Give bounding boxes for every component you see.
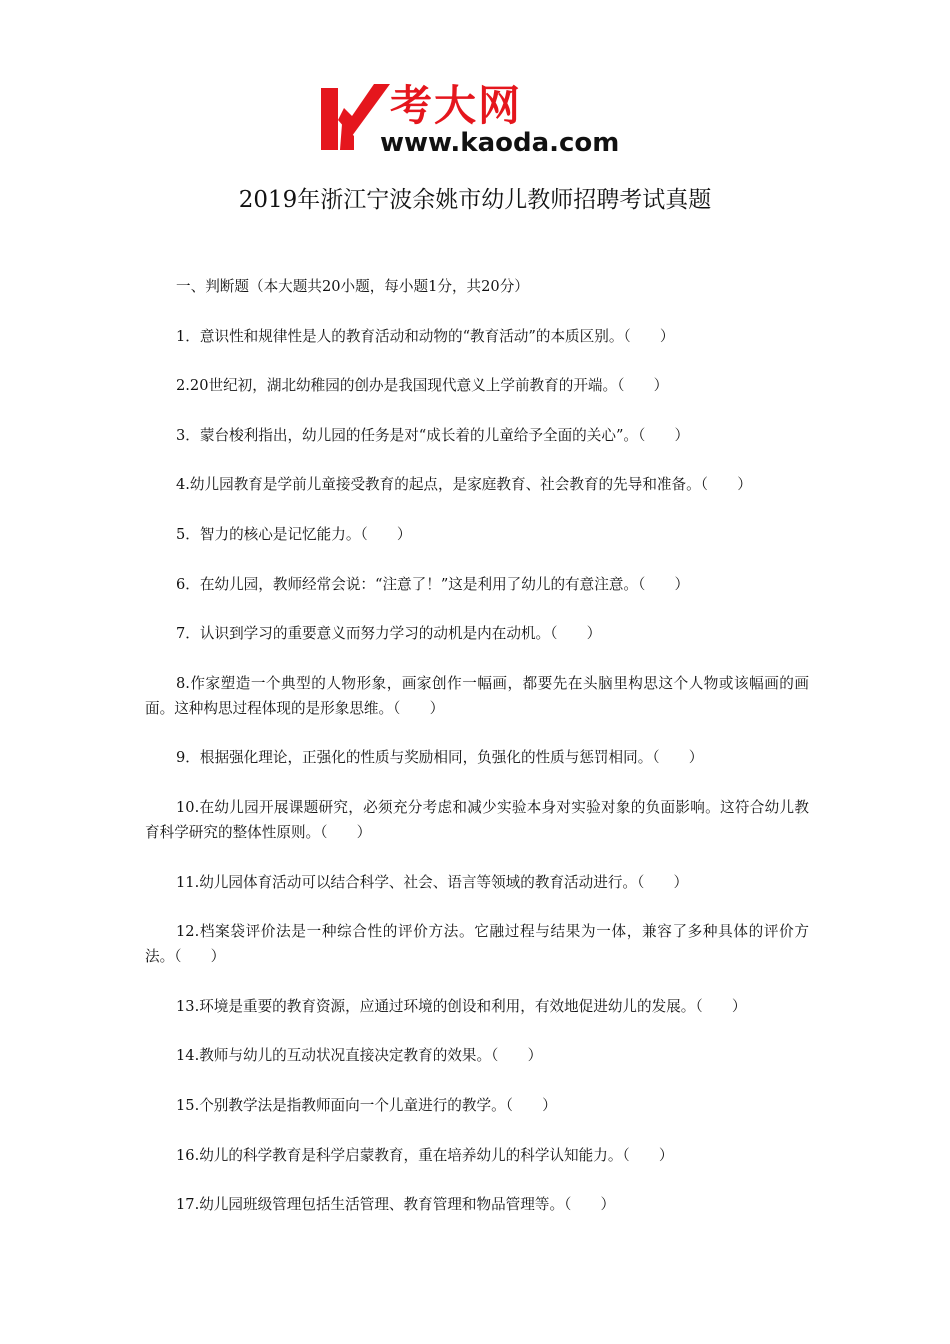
question-item: 5．智力的核心是记忆能力。（ ） — [176, 525, 412, 543]
question-item: 10.在幼儿园开展课题研究，必须充分考虑和减少实验本身对实验对象的负面影响。这符合幼儿教育科学研究的整体性原则。（ ） — [145, 798, 809, 841]
question-item: 16.幼儿的科学教育是科学启蒙教育，重在培养幼儿的科学认知能力。（ ） — [176, 1146, 674, 1164]
question-item: 14.教师与幼儿的互动状况直接决定教育的效果。（ ） — [176, 1047, 543, 1065]
question-item: 8.作家塑造一个典型的人物形象，画家创作一幅画，都要先在头脑里构思这个人物或该幅画的画面。这种构思过程体现的是形象思维。（ ） — [145, 674, 809, 717]
question-item: 11.幼儿园体育活动可以结合科学、社会、语言等领域的教育活动进行。（ ） — [176, 873, 689, 891]
document-title: 2019年浙江宁波余姚市幼儿教师招聘考试真题 — [238, 187, 712, 213]
logo-url: www.kaoda.com — [380, 128, 620, 158]
document-body — [145, 274, 809, 1242]
question-item: 17.幼儿园班级管理包括生活管理、教育管理和物品管理等。（ ） — [176, 1196, 616, 1214]
question-item: 13.环境是重要的教育资源，应通过环境的创设和利用，有效地促进幼儿的发展。（ ） — [176, 997, 747, 1015]
question-item: 3．蒙台梭利指出，幼儿园的任务是对“成长着的儿童给予全面的关心”。（ ） — [176, 426, 690, 444]
question-item: 15.个别教学法是指教师面向一个儿童进行的教学。（ ） — [176, 1096, 557, 1114]
section-heading: 一、判断题（本大题共20小题，每小题1分，共20分） — [176, 278, 529, 295]
question-item: 4.幼儿园教育是学前儿童接受教育的起点，是家庭教育、社会教育的先导和准备。（ ） — [176, 476, 752, 494]
kaoda-logo — [318, 80, 640, 160]
question-item: 7．认识到学习的重要意义而努力学习的动机是内在动机。（ ） — [176, 625, 602, 643]
question-item: 2.20世纪初，湖北幼稚园的创办是我国现代意义上学前教育的开端。（ ） — [176, 377, 669, 395]
question-item: 12.档案袋评价法是一种综合性的评价方法。它融过程与结果为一体，兼容了多种具体的评价方法。（ ） — [145, 923, 809, 966]
logo-name: 考大网 — [390, 81, 523, 130]
question-item: 6．在幼儿园，教师经常会说：“注意了！”这是利用了幼儿的有意注意。（ ） — [176, 575, 690, 593]
question-item: 9．根据强化理论，正强化的性质与奖励相同，负强化的性质与惩罚相同。（ ） — [176, 749, 704, 767]
question-item: 1．意识性和规律性是人的教育活动和动物的“教育活动”的本质区别。（ ） — [176, 327, 675, 345]
